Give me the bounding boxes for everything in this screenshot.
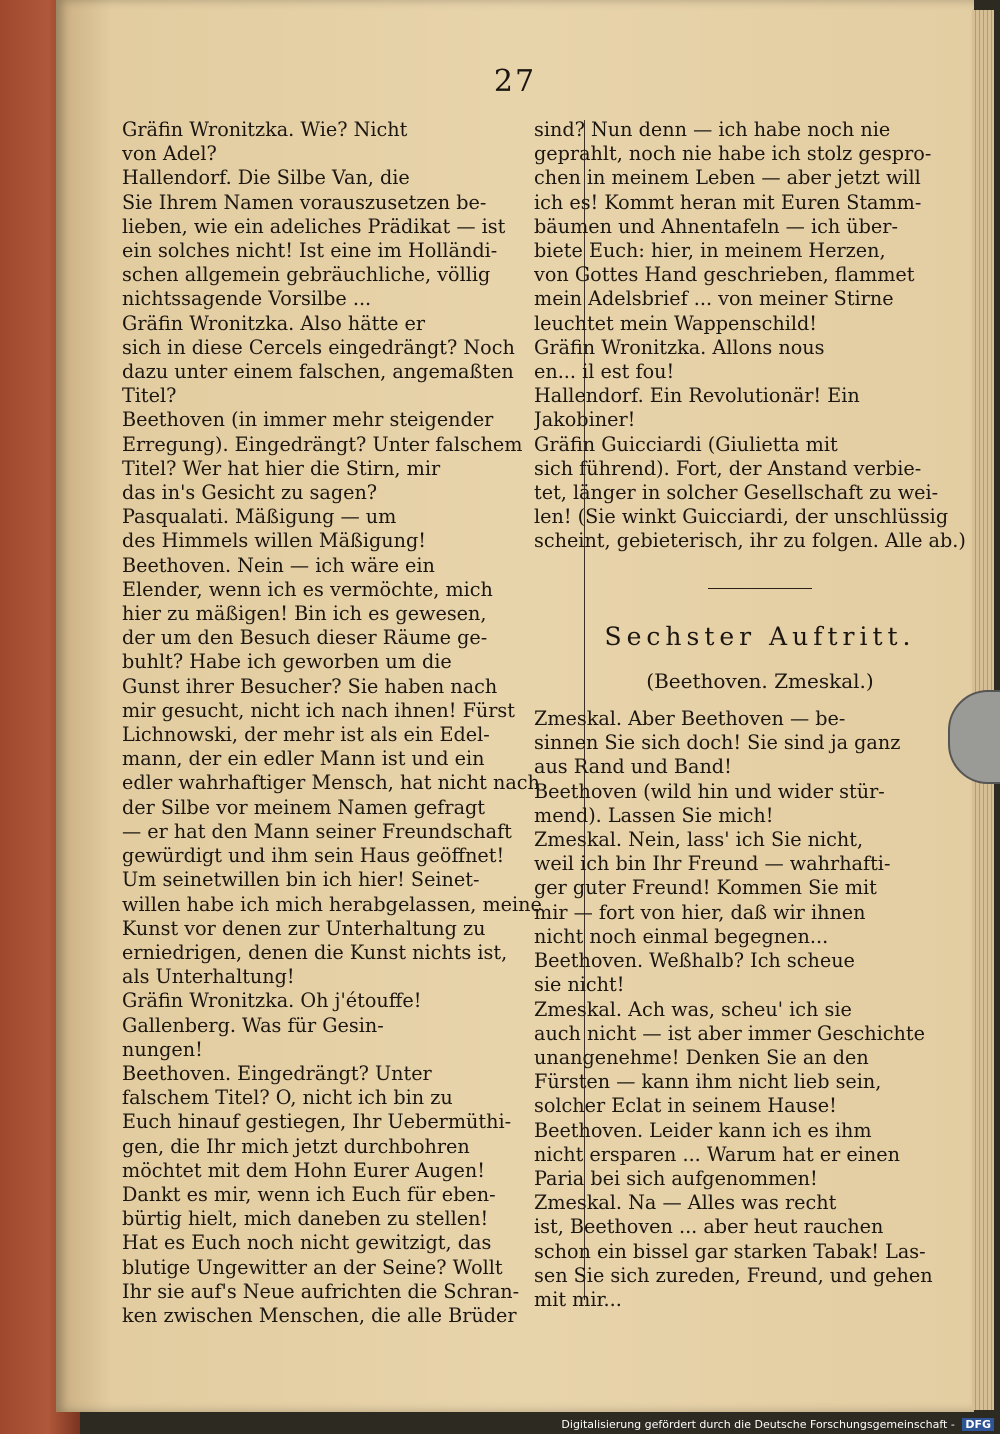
text-line: Erregung). Eingedrängt? Unter falschem [122,432,523,456]
text-line: Hallendorf. Die Silbe Van, die [122,166,410,190]
right-column-text-top [534,118,986,554]
text-line: en... il est fou! [534,360,675,384]
text-line: mit mir... [534,1287,622,1311]
right-column [534,118,986,1312]
text-line: das in's Gesicht zu sagen? [122,481,378,505]
text-line: mann, der ein edler Mann ist und ein [122,747,485,771]
text-line: — er hat den Mann seiner Freundschaft [122,819,512,843]
text-line: unangenehme! Denken Sie an den [534,1045,869,1069]
text-line: schen allgemein gebräuchliche, völlig [122,263,491,287]
text-line: Beethoven. Leider kann ich es ihm [534,1118,872,1142]
text-line: Beethoven (wild hin und wider stür- [534,779,885,803]
text-line: Gallenberg. Was für Gesin- [122,1013,384,1037]
text-line: nicht ersparen ... Warum hat er einen [534,1142,900,1166]
text-line: Paria bei sich aufgenommen! [534,1166,818,1190]
text-line: Gräfin Wronitzka. Also hätte er [122,311,426,335]
right-column-text-bottom [534,707,986,1312]
text-line: der um den Besuch dieser Räume ge- [122,626,488,650]
text-line: erniedrigen, denen die Kunst nichts ist, [122,940,508,964]
text-line: sich führend). Fort, der Anstand verbie- [534,456,922,480]
text-line: Jakobiner! [534,408,636,432]
text-line: mend). Lassen Sie mich! [534,803,774,827]
text-line: hier zu mäßigen! Bin ich es gewesen, [122,602,487,626]
text-line: Hallendorf. Ein Revolutionär! Ein [534,384,860,408]
text-line: aus Rand und Band! [534,755,732,779]
text-line: Elender, wenn ich es vermöchte, mich [122,577,493,601]
text-line: len! (Sie winkt Guicciardi, der unschlüssig [534,505,949,529]
text-line: ger guter Freund! Kommen Sie mit [534,876,877,900]
text-line: der Silbe vor meinem Namen gefragt [122,795,485,819]
text-line: bäumen und Ahnentafeln — ich über- [534,214,898,238]
text-line: Um seinetwillen bin ich hier! Seinet- [122,868,480,892]
text-line: Zmeskal. Na — Alles was recht [534,1191,837,1215]
text-line: sinnen Sie sich doch! Sie sind ja ganz [534,731,901,755]
text-line: bürtig hielt, mich daneben zu stellen! [122,1207,489,1231]
text-line: weil ich bin Ihr Freund — wahrhafti- [534,852,891,876]
text-line: Zmeskal. Ach was, scheu' ich sie [534,997,852,1021]
text-line: scheint, gebieterisch, ihr zu folgen. Alle ab.) [534,529,966,553]
text-line: biete Euch: hier, in meinem Herzen, [534,239,886,263]
page-number: 27 [493,64,537,99]
dfg-logo: DFG [962,1418,994,1431]
text-line: Kunst vor denen zur Unterhaltung zu [122,916,486,940]
text-line: als Unterhaltung! [122,965,295,989]
text-line: Gräfin Wronitzka. Allons nous [534,335,825,359]
text-line: Beethoven (in immer mehr steigender [122,408,494,432]
left-column [122,118,574,1328]
text-line: mein Adelsbrief ... von meiner Stirne [534,287,894,311]
text-line: Titel? Wer hat hier die Stirn, mir [122,456,441,480]
text-line: Sie Ihrem Namen vorauszusetzen be- [122,190,487,214]
text-line: mir — fort von hier, daß wir ihnen [534,900,866,924]
text-line: möchtet mit dem Hohn Eurer Augen! [122,1158,485,1182]
scene-rule [708,588,812,589]
footer-text: Digitalisierung gefördert durch die Deutsche Forschungsgemeinschaft - [561,1418,955,1431]
footer [561,1418,994,1431]
text-line: Gräfin Guicciardi (Giulietta mit [534,432,838,456]
text-line: nichtssagende Vorsilbe ... [122,287,372,311]
text-line: chen in meinem Leben — aber jetzt will [534,166,921,190]
text-line: Dankt es mir, wenn ich Euch für eben- [122,1182,496,1206]
text-line: Zmeskal. Nein, lass' ich Sie nicht, [534,828,864,852]
text-line: des Himmels willen Mäßigung! [122,529,426,553]
text-line: schon ein bissel gar starken Tabak! Las- [534,1239,926,1263]
text-line: Euch hinauf gestiegen, Ihr Uebermüthi- [122,1110,512,1134]
text-line: Gräfin Wronitzka. Oh j'étouffe! [122,989,422,1013]
text-line: edler wahrhaftiger Mensch, hat nicht nach [122,771,540,795]
text-line: tet, länger in solcher Gesellschaft zu wei- [534,481,939,505]
scene-cast: (Beethoven. Zmeskal.) [646,668,874,693]
book-page [56,0,974,1412]
text-line: nicht noch einmal begegnen... [534,924,829,948]
scene-heading: Sechster Auftritt. [604,621,916,651]
text-line: nungen! [122,1037,203,1061]
text-line: Ihr sie auf's Neue aufrichten die Schran- [122,1279,520,1303]
text-line: ich es! Kommt heran mit Euren Stamm- [534,190,922,214]
text-line: ein solches nicht! Ist eine im Holländi- [122,239,498,263]
text-line: von Gottes Hand geschrieben, flammet [534,263,915,287]
text-line: sie nicht! [534,973,625,997]
text-line: dazu unter einem falschen, angemaßten [122,360,514,384]
text-line: Titel? [122,384,177,408]
text-line: willen habe ich mich herabgelassen, meine [122,892,542,916]
text-line: solcher Eclat in seinem Hause! [534,1094,837,1118]
text-line: von Adel? [122,142,217,166]
text-line: Beethoven. Eingedrängt? Unter [122,1061,432,1085]
text-line: blutige Ungewitter an der Seine? Wollt [122,1255,503,1279]
text-line: ist, Beethoven ... aber heut rauchen [534,1215,884,1239]
text-line: auch nicht — ist aber immer Geschichte [534,1021,925,1045]
text-line: lieben, wie ein adeliches Prädikat — ist [122,214,506,238]
text-line: Fürsten — kann ihm nicht lieb sein, [534,1070,882,1094]
text-line: Gräfin Wronitzka. Wie? Nicht [122,118,408,141]
text-line: sich in diese Cercels eingedrängt? Noch [122,335,515,359]
text-line: Gunst ihrer Besucher? Sie haben nach [122,674,498,698]
text-line: ken zwischen Menschen, die alle Brüder [122,1303,517,1327]
text-line: sind? Nun denn — ich habe noch nie [534,118,891,141]
text-line: Pasqualati. Mäßigung — um [122,505,397,529]
text-line: Hat es Euch noch nicht gewitzigt, das [122,1231,492,1255]
text-line: buhlt? Habe ich geworben um die [122,650,452,674]
text-line: leuchtet mein Wappenschild! [534,311,817,335]
text-line: Beethoven. Nein — ich wäre ein [122,553,435,577]
text-line: geprahlt, noch nie habe ich stolz gespro- [534,142,932,166]
text-line: gewürdigt und ihm sein Haus geöffnet! [122,844,505,868]
text-line: mir gesucht, nicht ich nach ihnen! Fürst [122,698,515,722]
text-line: Beethoven. Weßhalb? Ich scheue [534,949,855,973]
text-line: sen Sie sich zureden, Freund, und gehen [534,1263,933,1287]
text-line: Lichnowski, der mehr ist als ein Edel- [122,723,490,747]
text-line: gen, die Ihr mich jetzt durchbohren [122,1134,470,1158]
text-line: Zmeskal. Aber Beethoven — be- [534,707,846,731]
text-line: falschem Titel? O, nicht ich bin zu [122,1086,453,1110]
